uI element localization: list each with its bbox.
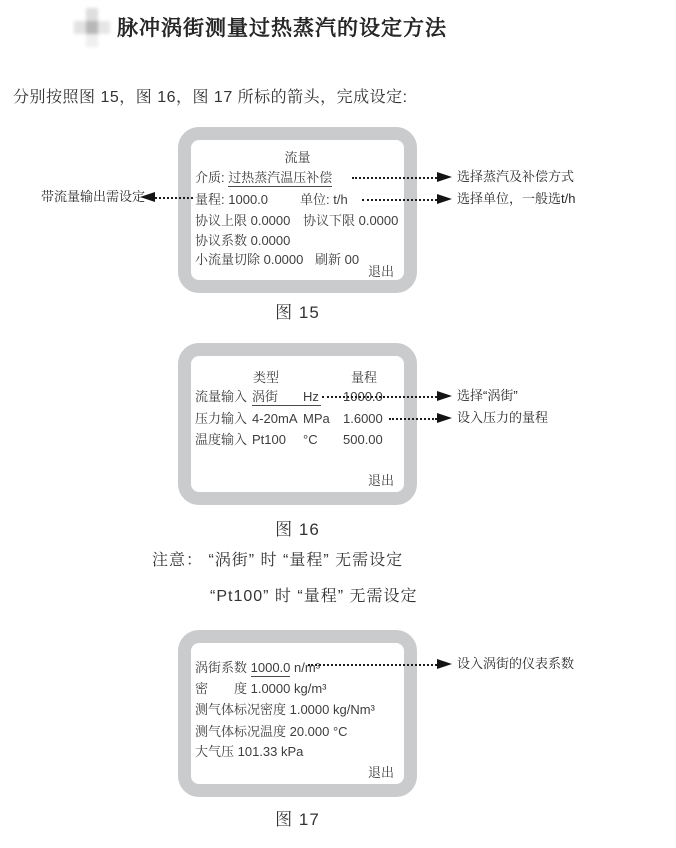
range-label: 量程: bbox=[195, 192, 225, 207]
arrow-right-icon bbox=[437, 413, 452, 423]
arrow-right-icon bbox=[437, 172, 452, 182]
figure16-caption: 图 16 bbox=[275, 520, 320, 539]
vortex-coef-row bbox=[195, 660, 320, 675]
row-label: 压力输入 bbox=[195, 411, 248, 426]
range-value: 1000.0 bbox=[228, 192, 269, 207]
refresh-value: 刷新 00 bbox=[315, 252, 360, 267]
arrow-right-icon bbox=[437, 659, 452, 669]
note-line-2: “Pt100” 时 “量程” 无需设定 bbox=[210, 588, 418, 605]
std-temp-row: 测气体标况温度 20.000 °C bbox=[195, 724, 348, 739]
arrow-left-icon bbox=[140, 192, 155, 202]
unit-value: t/h bbox=[333, 192, 348, 207]
row-range: 500.00 bbox=[343, 432, 383, 447]
dotted-connector bbox=[322, 396, 437, 398]
row-unit: MPa bbox=[303, 411, 330, 426]
protocol-coef: 协议系数 0.0000 bbox=[195, 233, 291, 248]
figure16-screen bbox=[178, 343, 417, 505]
medium-row bbox=[195, 170, 332, 185]
row-type: 4-20mA bbox=[252, 411, 298, 426]
dotted-connector bbox=[155, 197, 193, 199]
row-range: 1.6000 bbox=[343, 411, 383, 426]
figure17-caption: 图 17 bbox=[275, 810, 320, 829]
vortex-coef-unit: n/m³ bbox=[294, 660, 321, 675]
exit-label: 退出 bbox=[367, 473, 394, 488]
annotation-select-vortex: 选择“涡街” bbox=[457, 388, 518, 403]
dotted-connector bbox=[362, 199, 437, 201]
annotation-meter-coef: 设入涡街的仪表系数 bbox=[457, 656, 575, 671]
density-row: 密 度 1.0000 kg/m³ bbox=[195, 681, 327, 696]
arrow-right-icon bbox=[437, 391, 452, 401]
type-underline bbox=[252, 405, 321, 406]
medium-value: 过热蒸汽温压补偿 bbox=[228, 170, 333, 185]
low-flow-cut: 小流量切除 0.0000 bbox=[195, 252, 304, 267]
dotted-connector bbox=[352, 177, 437, 179]
figure15-screen bbox=[178, 127, 417, 293]
row-label: 流量输入 bbox=[195, 389, 248, 404]
screen-title-flow: 流量 bbox=[284, 150, 311, 165]
row-type: Pt100 bbox=[252, 432, 286, 447]
std-density-row: 测气体标况密度 1.0000 kg/Nm³ bbox=[195, 702, 375, 717]
row-unit: Hz bbox=[303, 389, 319, 404]
exit-label: 退出 bbox=[367, 765, 394, 780]
vortex-coef-value: 1000.0 bbox=[250, 660, 291, 675]
redacted-section-marker bbox=[74, 8, 110, 47]
row-label: 温度输入 bbox=[195, 432, 248, 447]
unit-label: 单位: bbox=[300, 192, 330, 207]
annotation-steam-mode: 选择蒸汽及补偿方式 bbox=[457, 169, 575, 184]
annotation-unit-choice: 选择单位，一般选t/h bbox=[457, 191, 576, 206]
dotted-connector bbox=[308, 664, 437, 666]
medium-label: 介质: bbox=[195, 170, 225, 185]
figure15-caption: 图 15 bbox=[275, 303, 320, 322]
row-unit: °C bbox=[303, 432, 318, 447]
note-line-1: 注意： “涡街” 时 “量程” 无需设定 bbox=[152, 552, 404, 569]
figure17-screen bbox=[178, 630, 417, 797]
exit-label: 退出 bbox=[367, 264, 394, 279]
instruction-text: 分别按照图 15，图 16，图 17 所标的箭头，完成设定: bbox=[13, 89, 408, 106]
page-title: 脉冲涡街测量过热蒸汽的设定方法 bbox=[117, 17, 447, 40]
annotation-pressure-range: 设入压力的量程 bbox=[457, 410, 549, 425]
vortex-coef-label: 涡街系数 bbox=[195, 660, 248, 675]
column-header-range: 量程 bbox=[351, 370, 378, 385]
arrow-right-icon bbox=[437, 194, 452, 204]
annotation-flow-output: 带流量输出需设定 bbox=[41, 189, 146, 204]
range-row bbox=[195, 192, 268, 207]
row-type: 涡街 bbox=[252, 389, 279, 404]
row-range: 1000.0 bbox=[343, 389, 383, 404]
atm-pressure-row: 大气压 101.33 kPa bbox=[195, 744, 304, 759]
dotted-connector bbox=[389, 418, 437, 420]
column-header-type: 类型 bbox=[253, 370, 280, 385]
protocol-lower: 协议下限 0.0000 bbox=[303, 213, 399, 228]
protocol-upper: 协议上限 0.0000 bbox=[195, 213, 291, 228]
unit-row bbox=[300, 192, 348, 207]
